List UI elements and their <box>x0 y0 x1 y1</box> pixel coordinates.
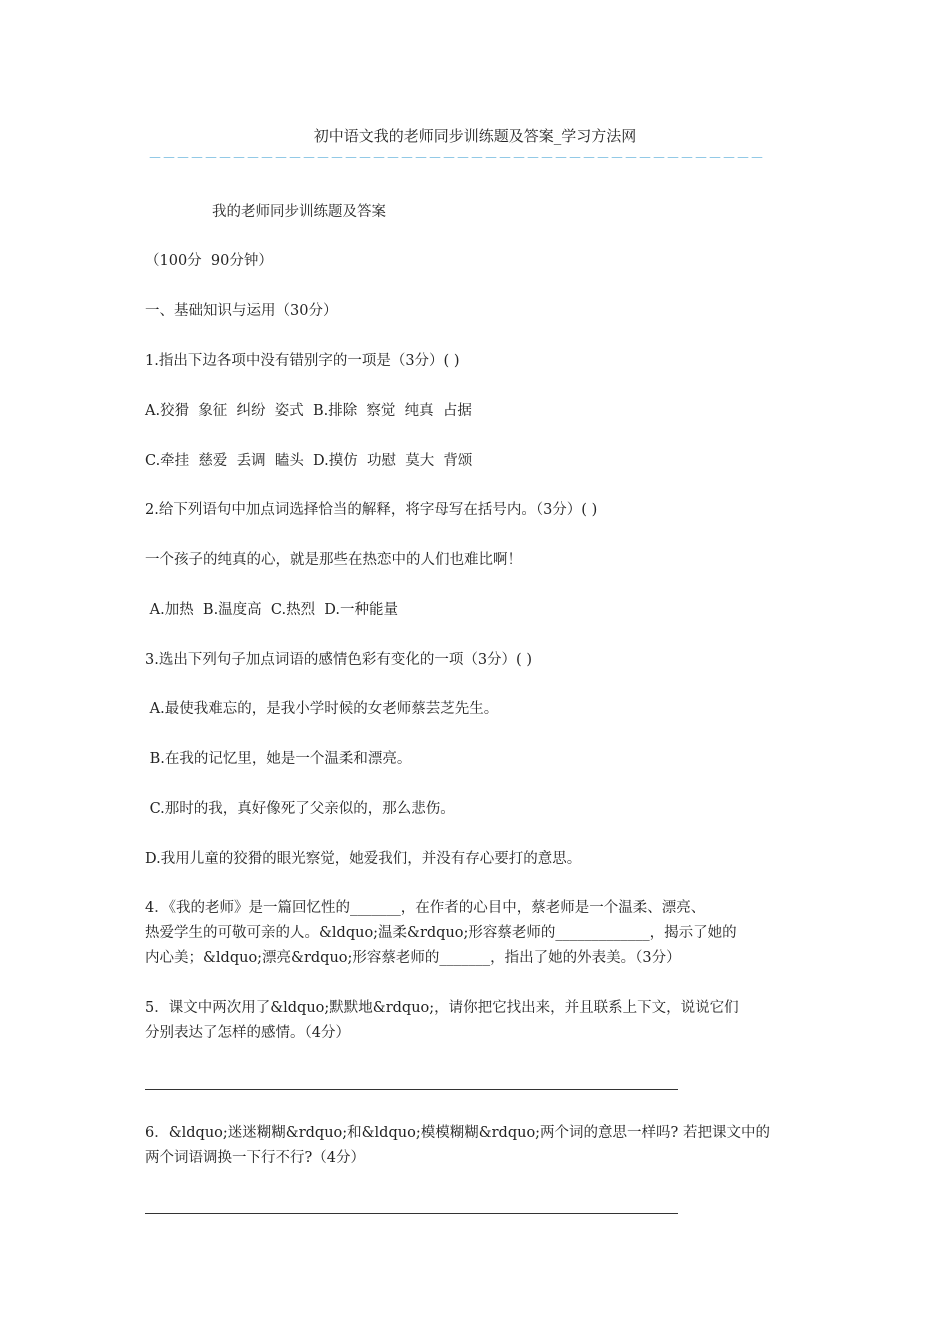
question-4-line-2: 热爱学生的可敬可亲的人。&ldquo;温柔&rdquo;形容蔡老师的_____________，揭示了她的 <box>145 925 737 941</box>
exam-meta: （100分 90分钟） <box>145 253 273 269</box>
question-3-option-d: D.我用儿童的狡猾的眼光察觉，她爱我们，并没有存心要打的意思。 <box>145 851 582 867</box>
question-5-line-1: 5．课文中两次用了&ldquo;默默地&rdquo;，请你把它找出来，并且联系上下文，说说它们 <box>145 1000 739 1016</box>
question-3-option-b: B.在我的记忆里，她是一个温柔和漂亮。 <box>145 751 412 767</box>
document-subtitle: 我的老师同步训练题及答案 <box>212 204 386 220</box>
question-1-options-cd: C.牵挂 慈爱 丢调 瞌头 D.摸仿 功慰 莫大 背颂 <box>145 453 473 469</box>
question-3-option-a: A.最使我难忘的，是我小学时候的女老师蔡芸芝先生。 <box>145 701 499 717</box>
question-5-line-2: 分别表达了怎样的感情。（4分） <box>145 1025 350 1041</box>
question-2-options: A.加热 B.温度高 C.热烈 D.一种能量 <box>145 602 399 618</box>
page-title: 初中语文我的老师同步训练题及答案_学习方法网 <box>313 127 637 145</box>
question-6-answer-line <box>145 1213 678 1214</box>
question-6-line-2: 两个词语调换一下行不行?（4分） <box>145 1150 365 1166</box>
question-1-options-ab: A.狡猾 象征 纠纷 姿式 B.排除 察觉 纯真 占据 <box>145 403 472 419</box>
question-1: 1.指出下边各项中没有错别字的一项是（3分）( ) <box>145 353 460 369</box>
question-3-option-c: C.那时的我，真好像死了父亲似的，那么悲伤。 <box>145 801 455 817</box>
question-3: 3.选出下列句子加点词语的感情色彩有变化的一项（3分）( ) <box>145 652 532 668</box>
question-5-answer-line <box>145 1089 678 1090</box>
title-divider: －－－－－－－－－－－－－－－－－－－－－－－－－－－－－－－－－－－－－－－－－－－－ <box>148 151 764 167</box>
question-2: 2.给下列语句中加点词选择恰当的解释，将字母写在括号内。（3分）( ) <box>145 502 598 518</box>
question-4-line-1: 4．《我的老师》是一篇回忆性的_______，在作者的心目中，蔡老师是一个温柔、漂亮、 <box>145 900 706 916</box>
question-2-sentence: 一个孩子的纯真的心，就是那些在热恋中的人们也难比啊！ <box>145 552 522 568</box>
question-4-line-3: 内心美；&ldquo;漂亮&rdquo;形容蔡老师的_______，指出了她的外表美。（3分） <box>145 950 681 966</box>
section-heading: 一、基础知识与运用（30分） <box>145 303 338 319</box>
question-6-line-1: 6．&ldquo;迷迷糊糊&rdquo;和&ldquo;模模糊糊&rdquo;两个词的意思一样吗? 若把课文中的 <box>145 1125 770 1141</box>
